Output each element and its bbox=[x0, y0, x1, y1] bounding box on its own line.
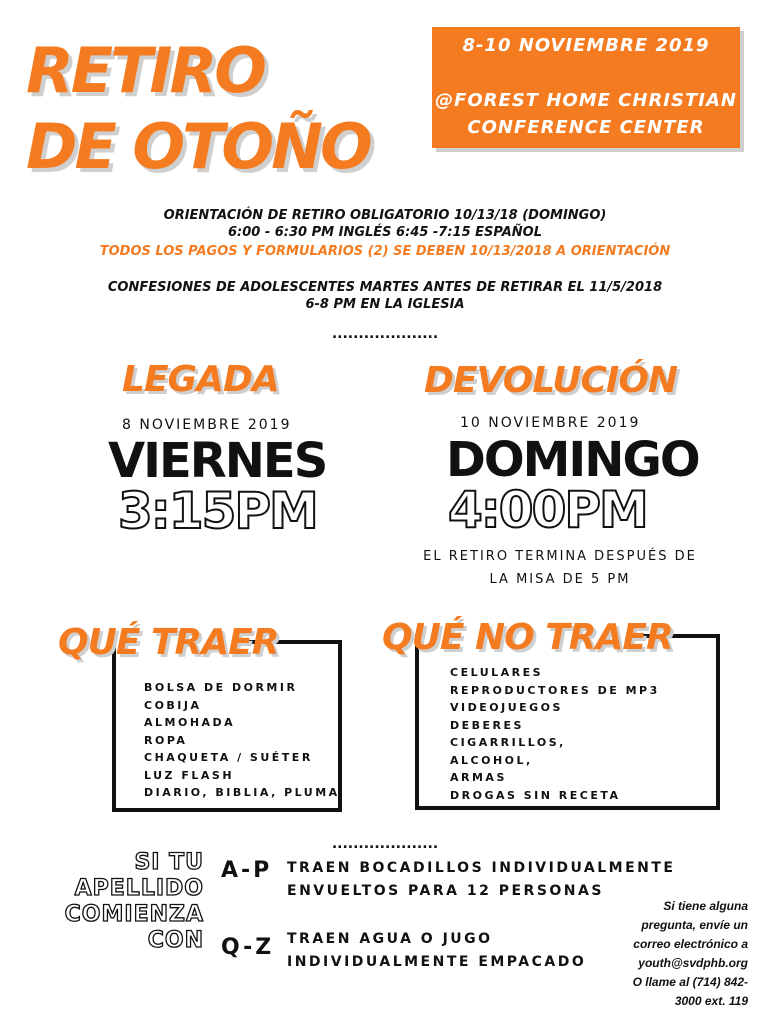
surname-line: CON bbox=[147, 928, 204, 953]
return-date: 10 NOVIEMBRE 2019 bbox=[460, 415, 641, 431]
return-note-line-2: LA MISA DE 5 PM bbox=[489, 572, 631, 587]
bring-list bbox=[144, 679, 340, 802]
arrival-time: 3:15PM bbox=[118, 482, 317, 540]
contact-line: Si tiene alguna bbox=[663, 899, 748, 913]
divider-dots-top: .................... bbox=[331, 326, 439, 342]
bring-item: CHAQUETA / SUÉTER bbox=[144, 751, 313, 764]
arrival-date: 8 NOVIEMBRE 2019 bbox=[122, 417, 292, 433]
event-location bbox=[432, 87, 740, 141]
group-range-1: A-P bbox=[221, 858, 273, 883]
event-dates: 8-10 NOVIEMBRE 2019 bbox=[462, 35, 710, 56]
contact-line: 3000 ext. 119 bbox=[674, 994, 748, 1008]
group-2-line-2: INDIVIDUALMENTE EMPACADO bbox=[287, 954, 587, 970]
return-note-line-1: EL RETIRO TERMINA DESPUÉS DE bbox=[423, 549, 697, 564]
title-line-2: DE OTOÑO bbox=[26, 110, 370, 183]
date-location-box bbox=[432, 27, 740, 148]
dont-bring-item: VIDEOJUEGOS bbox=[450, 701, 563, 714]
orientation-times: 6:00 - 6:30 PM INGLÉS 6:45 -7:15 ESPAÑOL bbox=[227, 225, 543, 240]
location-line-2: CONFERENCE CENTER bbox=[467, 117, 705, 138]
bring-frame-left bbox=[112, 640, 116, 812]
return-heading: DEVOLUCIÓN bbox=[424, 360, 678, 401]
bring-heading: QUÉ TRAER bbox=[58, 622, 279, 663]
title-line-1: RETIRO bbox=[26, 34, 264, 107]
divider-dots-bottom: .................... bbox=[331, 836, 439, 852]
dont-bring-item: DEBERES bbox=[450, 718, 524, 732]
dont-bring-item: REPRODUCTORES DE MP3 bbox=[450, 683, 660, 697]
bring-item: DIARIO, BIBLIA, PLUMA bbox=[144, 786, 340, 799]
payments-deadline: TODOS LOS PAGOS Y FORMULARIOS (2) SE DEBEN 10/13/2018 A ORIENTACIÓN bbox=[99, 244, 671, 259]
contact-line: pregunta, envíe un bbox=[641, 918, 748, 932]
dont-bring-heading: QUÉ NO TRAER bbox=[382, 617, 673, 658]
bring-item: BOLSA DE DORMIR bbox=[144, 681, 298, 694]
dont-bring-item: ALCOHOL, bbox=[450, 753, 533, 767]
contact-info bbox=[600, 897, 748, 1011]
surname-line: APELLIDO bbox=[74, 876, 204, 901]
bring-item: LUZ FLASH bbox=[144, 768, 235, 782]
dont-bring-item: CIGARRILLOS, bbox=[450, 736, 566, 749]
bring-item: ROPA bbox=[144, 733, 188, 747]
bring-item: ALMOHADA bbox=[144, 716, 236, 729]
arrival-heading: LEGADA bbox=[122, 359, 279, 400]
return-day: DOMINGO bbox=[446, 432, 699, 488]
return-time: 4:00PM bbox=[448, 481, 647, 539]
confessions-place: 6-8 PM EN LA IGLESIA bbox=[305, 297, 465, 312]
location-line-1: @FOREST HOME CHRISTIAN bbox=[435, 90, 737, 111]
group-1-line-1: TRAEN BOCADILLOS INDIVIDUALMENTE bbox=[287, 860, 676, 876]
return-note bbox=[380, 545, 740, 591]
surname-line: COMIENZA bbox=[64, 902, 204, 927]
group-2-line-1: TRAEN AGUA O JUGO bbox=[287, 931, 493, 947]
arrival-day: VIERNES bbox=[108, 433, 327, 489]
contact-line: correo electrónico a bbox=[633, 937, 748, 951]
group-1-line-2: ENVUELTOS PARA 12 PERSONAS bbox=[287, 883, 604, 899]
dont-bring-item: ARMAS bbox=[450, 771, 507, 784]
bring-item: COBIJA bbox=[144, 698, 202, 712]
contact-phone[interactable]: O llame al (714) 842- bbox=[632, 975, 748, 989]
orientation-line: ORIENTACIÓN DE RETIRO OBLIGATORIO 10/13/18 (DOMINGO) bbox=[163, 208, 607, 223]
confessions-line: CONFESIONES DE ADOLESCENTES MARTES ANTES DE RETIRAR EL 11/5/2018 bbox=[107, 280, 663, 295]
dont-bring-item: CELULARES bbox=[450, 666, 544, 679]
surname-prompt bbox=[40, 850, 204, 954]
group-range-2: Q-Z bbox=[221, 935, 275, 960]
group-2-instructions bbox=[287, 928, 586, 974]
dont-bring-item: DROGAS SIN RECETA bbox=[450, 788, 621, 802]
contact-email[interactable]: youth@svdphb.org bbox=[638, 956, 748, 970]
surname-line: SI TU bbox=[134, 850, 204, 875]
dont-bring-list bbox=[450, 664, 660, 804]
